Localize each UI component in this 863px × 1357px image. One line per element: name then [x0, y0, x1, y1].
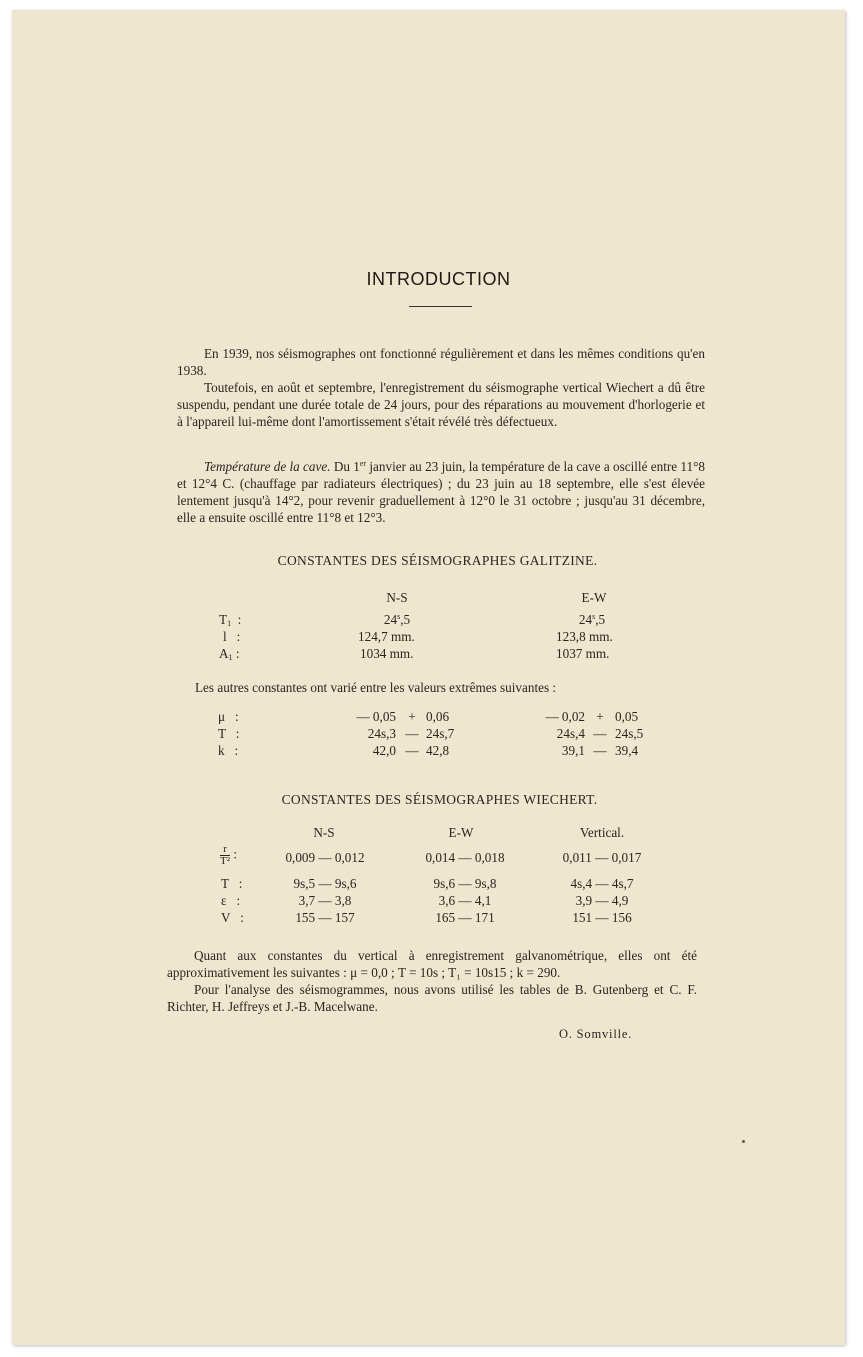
range-cell: 24s,7: [426, 726, 455, 741]
galitzine-row-label: l :: [223, 629, 241, 644]
galitzine-col-ew: E-W: [581, 590, 607, 605]
r-over-t-squared: $\frac{r}{\text{T²}}$: [220, 843, 231, 867]
galitzine-row-label: $T_1$ :: [219, 612, 242, 628]
range-cell: 39,1: [561, 743, 585, 758]
wiechert-cell: 3,9 — 4,9: [575, 893, 629, 908]
closing-section: [167, 947, 697, 1015]
range-cell: 42,8: [426, 743, 450, 758]
galitzine-heading: CONSTANTES DES SÉISMOGRAPHES GALITZINE.: [277, 553, 598, 568]
wiechert-cell: 151 — 156: [572, 910, 632, 925]
author-signature: O. Somville.: [559, 1027, 633, 1041]
wiechert-cell: 4s,4 — 4s,7: [570, 876, 634, 891]
range-sep: +: [596, 709, 604, 724]
wiechert-row-label: $\frac{r}{\text{T²}}$ :: [220, 843, 237, 867]
closing-paragraph-1: Quant aux constantes du vertical à enregistrement galvanométrique, elles ont été approximativement les suivantes : μ = 0,0 ; T = 10s ; T₁ = 10s15 ; k = 290.: [167, 948, 697, 980]
wiechert-col-ns: N-S: [313, 825, 335, 840]
galitzine-cell: 124,7 mm.: [358, 629, 415, 644]
wiechert-cell: 3,6 — 4,1: [438, 893, 492, 908]
wiechert-cell: 0,014 — 0,018: [425, 850, 505, 865]
closing-paragraph-2: Pour l'analyse des séismogrammes, nous avons utilisé les tables de B. Gutenberg et C. F. Richter, H. Jeffreys et J.-B. Macelwane.: [167, 982, 697, 1014]
document-page: [12, 10, 845, 1345]
range-row-label: μ :: [218, 709, 239, 724]
galitzine-col-ns: N-S: [386, 590, 408, 605]
title-divider: [409, 306, 472, 307]
range-cell: 24s,4: [556, 726, 585, 741]
cave-temperature-section: [177, 458, 705, 526]
range-cell: 0,05: [615, 709, 639, 724]
wiechert-cell: 165 — 171: [435, 910, 495, 925]
range-cell: 39,4: [615, 743, 639, 758]
wiechert-cell: 3,7 — 3,8: [298, 893, 352, 908]
range-cell: 24s,3: [367, 726, 396, 741]
galitzine-note: Les autres constantes ont varié entre les valeurs extrêmes suivantes :: [195, 680, 557, 695]
galitzine-cell: 1037 mm.: [556, 646, 610, 661]
range-sep: —: [405, 726, 419, 741]
range-cell: — 0,05: [356, 709, 396, 724]
range-row-label: T :: [218, 726, 240, 741]
range-cell: 0,06: [426, 709, 450, 724]
galitzine-cell: 24$^s$,5: [383, 612, 411, 627]
wiechert-cell: 9s,6 — 9s,8: [433, 876, 497, 891]
range-row-label: k :: [218, 743, 239, 758]
range-sep: —: [593, 743, 607, 758]
range-sep: —: [405, 743, 419, 758]
wiechert-cell: 0,009 — 0,012: [285, 850, 365, 865]
range-cell: 24s,5: [615, 726, 644, 741]
wiechert-cell: 0,011 — 0,017: [562, 850, 642, 865]
intro-section: [177, 345, 705, 430]
range-cell: 42,0: [372, 743, 396, 758]
wiechert-row-label: ε :: [221, 893, 241, 908]
galitzine-cell: 1034 mm.: [360, 646, 414, 661]
wiechert-row-label: T :: [221, 876, 243, 891]
cave-temperature-label: Température de la cave.: [204, 459, 331, 474]
galitzine-row-label: $A_1$ :: [219, 646, 240, 662]
wiechert-row-label: V :: [221, 910, 244, 925]
intro-paragraph-2: Toutefois, en août et septembre, l'enregistrement du séismographe vertical Wiechert a dû être suspendu, pendant une durée totale de 24 jours, pour des réparations au mouvement d'horlogerie et à l'appareil lui-même dont l'amortissement s'était révélé très défectueux.: [177, 380, 705, 429]
page-title: INTRODUCTION: [366, 269, 511, 289]
wiechert-col-ew: E-W: [448, 825, 474, 840]
galitzine-cell: 123,8 mm.: [556, 629, 613, 644]
paper-speck: [742, 1140, 745, 1143]
range-sep: —: [593, 726, 607, 741]
intro-paragraph-1: En 1939, nos séismographes ont fonctionné régulièrement et dans les mêmes conditions qu'en 1938.: [177, 346, 705, 378]
wiechert-cell: 155 — 157: [295, 910, 355, 925]
wiechert-col-vertical: Vertical.: [579, 825, 625, 840]
range-sep: +: [408, 709, 416, 724]
galitzine-cell: 24$^s$,5: [578, 612, 606, 627]
wiechert-cell: 9s,5 — 9s,6: [293, 876, 357, 891]
wiechert-heading: CONSTANTES DES SÉISMOGRAPHES WIECHERT.: [281, 792, 598, 807]
intro-paragraph-3: Température de la cave. Du 1er janvier au 23 juin, la température de la cave a oscillé entre 11°8 et 12°4 C. (chauffage par radiateurs électriques) ; du 23 juin au 18 septembre, elle s'est élevée lentement jusqu'à 14°2, pour revenir graduellement à 12°0 le 31 octobre ; jusqu'au 31 décembre, elle a ensuite oscillé entre 11°8 et 12°3.: [177, 459, 705, 525]
range-cell: — 0,02: [545, 709, 585, 724]
